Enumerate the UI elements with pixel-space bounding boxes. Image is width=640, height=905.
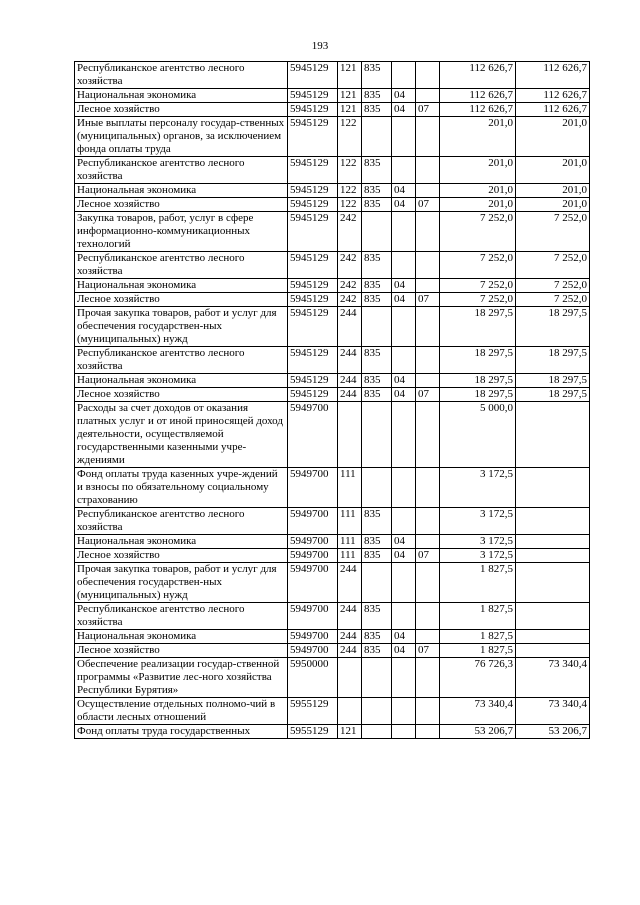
row-vr: 111 — [338, 549, 362, 563]
row-csr: 5945129 — [288, 62, 338, 89]
row-name: Иные выплаты персоналу государ-ственных (муниципальных) органов, за исключением фонда оплаты труда — [75, 117, 288, 157]
table-row — [75, 658, 590, 698]
row-vr: 122 — [338, 198, 362, 212]
row-rz: 04 — [392, 388, 416, 402]
row-name: Фонд оплаты труда казенных учре-ждений и взносы по обязательному социальному страхованию — [75, 468, 288, 508]
table-row — [75, 644, 590, 658]
row-rz: 04 — [392, 630, 416, 644]
row-name: Лесное хозяйство — [75, 388, 288, 402]
table-row — [75, 388, 590, 402]
row-rz — [392, 725, 416, 739]
row-sum-1: 18 297,5 — [440, 347, 516, 374]
row-vr: 244 — [338, 630, 362, 644]
row-pr — [416, 603, 440, 630]
row-sum-2: 18 297,5 — [516, 388, 590, 402]
row-name: Национальная экономика — [75, 374, 288, 388]
table-row — [75, 157, 590, 184]
row-csr: 5945129 — [288, 252, 338, 279]
row-name: Лесное хозяйство — [75, 103, 288, 117]
row-rz: 04 — [392, 644, 416, 658]
row-grbs — [362, 468, 392, 508]
row-grbs: 835 — [362, 630, 392, 644]
row-csr: 5945129 — [288, 117, 338, 157]
row-name: Лесное хозяйство — [75, 198, 288, 212]
row-csr: 5950000 — [288, 658, 338, 698]
row-csr: 5949700 — [288, 549, 338, 563]
row-pr: 07 — [416, 388, 440, 402]
row-csr: 5945129 — [288, 89, 338, 103]
row-grbs — [362, 658, 392, 698]
row-sum-2 — [516, 549, 590, 563]
row-sum-1: 1 827,5 — [440, 563, 516, 603]
row-rz — [392, 307, 416, 347]
row-name: Национальная экономика — [75, 630, 288, 644]
row-sum-2 — [516, 508, 590, 535]
table-row — [75, 549, 590, 563]
row-grbs: 835 — [362, 508, 392, 535]
row-sum-2: 18 297,5 — [516, 347, 590, 374]
row-rz — [392, 658, 416, 698]
row-sum-1: 112 626,7 — [440, 62, 516, 89]
row-sum-2 — [516, 402, 590, 468]
row-grbs: 835 — [362, 198, 392, 212]
table-row — [75, 725, 590, 739]
row-grbs: 835 — [362, 549, 392, 563]
row-csr: 5949700 — [288, 603, 338, 630]
row-grbs: 835 — [362, 603, 392, 630]
row-pr — [416, 563, 440, 603]
row-pr — [416, 157, 440, 184]
row-grbs: 835 — [362, 157, 392, 184]
row-pr: 07 — [416, 549, 440, 563]
row-pr — [416, 117, 440, 157]
row-csr: 5949700 — [288, 508, 338, 535]
row-sum-2: 201,0 — [516, 117, 590, 157]
row-name: Национальная экономика — [75, 89, 288, 103]
row-sum-2 — [516, 603, 590, 630]
row-name: Прочая закупка товаров, работ и услуг для обеспечения государствен-ных (муниципальных) нужд — [75, 563, 288, 603]
row-rz — [392, 62, 416, 89]
row-rz — [392, 468, 416, 508]
row-sum-1: 18 297,5 — [440, 388, 516, 402]
row-sum-1: 112 626,7 — [440, 103, 516, 117]
row-csr: 5945129 — [288, 293, 338, 307]
row-name: Национальная экономика — [75, 184, 288, 198]
row-sum-1: 3 172,5 — [440, 535, 516, 549]
row-name: Обеспечение реализации государ-ственной программы «Развитие лес-ного хозяйства Республики Бурятия» — [75, 658, 288, 698]
row-name: Осуществление отдельных полномо-чий в области лесных отношений — [75, 698, 288, 725]
table-row — [75, 117, 590, 157]
row-sum-2: 112 626,7 — [516, 62, 590, 89]
row-pr — [416, 658, 440, 698]
row-pr — [416, 402, 440, 468]
row-sum-2: 18 297,5 — [516, 307, 590, 347]
row-grbs — [362, 698, 392, 725]
row-grbs: 835 — [362, 62, 392, 89]
row-sum-2: 7 252,0 — [516, 212, 590, 252]
row-name: Республиканское агентство лесного хозяйства — [75, 347, 288, 374]
row-csr: 5949700 — [288, 563, 338, 603]
row-sum-1: 1 827,5 — [440, 603, 516, 630]
row-sum-1: 76 726,3 — [440, 658, 516, 698]
table-row — [75, 212, 590, 252]
row-name: Республиканское агентство лесного хозяйства — [75, 62, 288, 89]
row-pr — [416, 698, 440, 725]
row-sum-2: 112 626,7 — [516, 89, 590, 103]
row-rz: 04 — [392, 549, 416, 563]
row-name: Национальная экономика — [75, 535, 288, 549]
row-sum-2: 18 297,5 — [516, 374, 590, 388]
row-rz — [392, 563, 416, 603]
table-row — [75, 603, 590, 630]
row-rz — [392, 157, 416, 184]
row-sum-2: 53 206,7 — [516, 725, 590, 739]
row-pr — [416, 307, 440, 347]
row-name: Республиканское агентство лесного хозяйства — [75, 603, 288, 630]
row-vr: 242 — [338, 293, 362, 307]
row-rz — [392, 117, 416, 157]
row-grbs — [362, 563, 392, 603]
row-sum-2: 112 626,7 — [516, 103, 590, 117]
row-name: Республиканское агентство лесного хозяйства — [75, 157, 288, 184]
row-pr — [416, 508, 440, 535]
table-row — [75, 630, 590, 644]
row-vr: 122 — [338, 117, 362, 157]
row-sum-1: 18 297,5 — [440, 374, 516, 388]
row-vr — [338, 658, 362, 698]
table-row — [75, 307, 590, 347]
row-sum-1: 3 172,5 — [440, 468, 516, 508]
row-csr: 5955129 — [288, 725, 338, 739]
row-rz — [392, 402, 416, 468]
row-grbs: 835 — [362, 374, 392, 388]
row-sum-1: 5 000,0 — [440, 402, 516, 468]
row-sum-2: 201,0 — [516, 157, 590, 184]
row-csr: 5949700 — [288, 535, 338, 549]
row-name: Фонд оплаты труда государственных — [75, 725, 288, 739]
row-grbs: 835 — [362, 103, 392, 117]
row-sum-2: 201,0 — [516, 198, 590, 212]
row-sum-1: 201,0 — [440, 184, 516, 198]
table-row — [75, 62, 590, 89]
row-sum-1: 73 340,4 — [440, 698, 516, 725]
row-sum-1: 7 252,0 — [440, 279, 516, 293]
row-rz: 04 — [392, 374, 416, 388]
row-vr: 244 — [338, 347, 362, 374]
row-csr: 5945129 — [288, 347, 338, 374]
row-grbs — [362, 212, 392, 252]
row-name: Расходы за счет доходов от оказания платных услуг и от иной приносящей доход деятельности, осуществляемой государственными казенными учре-ждениями — [75, 402, 288, 468]
table-row — [75, 563, 590, 603]
row-sum-2 — [516, 644, 590, 658]
row-sum-1: 201,0 — [440, 198, 516, 212]
table-row — [75, 279, 590, 293]
row-vr: 122 — [338, 184, 362, 198]
row-sum-1: 7 252,0 — [440, 293, 516, 307]
table-row — [75, 374, 590, 388]
row-sum-2: 201,0 — [516, 184, 590, 198]
row-sum-1: 112 626,7 — [440, 89, 516, 103]
row-vr: 121 — [338, 62, 362, 89]
row-pr — [416, 630, 440, 644]
row-pr — [416, 374, 440, 388]
row-grbs — [362, 307, 392, 347]
row-name: Республиканское агентство лесного хозяйства — [75, 252, 288, 279]
row-sum-2: 7 252,0 — [516, 252, 590, 279]
row-sum-1: 7 252,0 — [440, 212, 516, 252]
row-csr: 5955129 — [288, 698, 338, 725]
row-rz — [392, 508, 416, 535]
row-sum-1: 201,0 — [440, 117, 516, 157]
table-row — [75, 198, 590, 212]
row-csr: 5949700 — [288, 468, 338, 508]
row-sum-2: 7 252,0 — [516, 293, 590, 307]
row-rz: 04 — [392, 198, 416, 212]
row-vr: 111 — [338, 535, 362, 549]
table-row — [75, 252, 590, 279]
row-vr: 111 — [338, 508, 362, 535]
row-csr: 5945129 — [288, 374, 338, 388]
row-rz: 04 — [392, 279, 416, 293]
row-vr — [338, 698, 362, 725]
row-vr: 244 — [338, 388, 362, 402]
row-csr: 5945129 — [288, 184, 338, 198]
row-rz: 04 — [392, 103, 416, 117]
row-sum-1: 1 827,5 — [440, 644, 516, 658]
row-rz — [392, 698, 416, 725]
row-name: Лесное хозяйство — [75, 549, 288, 563]
row-name: Лесное хозяйство — [75, 644, 288, 658]
row-sum-1: 3 172,5 — [440, 549, 516, 563]
row-pr — [416, 62, 440, 89]
row-grbs: 835 — [362, 184, 392, 198]
table-row — [75, 347, 590, 374]
row-pr: 07 — [416, 198, 440, 212]
row-grbs: 835 — [362, 252, 392, 279]
table-row — [75, 535, 590, 549]
row-sum-1: 7 252,0 — [440, 252, 516, 279]
row-grbs: 835 — [362, 644, 392, 658]
row-csr: 5949700 — [288, 644, 338, 658]
row-pr — [416, 725, 440, 739]
row-csr: 5945129 — [288, 157, 338, 184]
row-vr: 244 — [338, 563, 362, 603]
row-rz — [392, 252, 416, 279]
row-rz: 04 — [392, 184, 416, 198]
row-vr: 244 — [338, 307, 362, 347]
row-vr: 244 — [338, 603, 362, 630]
row-sum-1: 201,0 — [440, 157, 516, 184]
row-name: Республиканское агентство лесного хозяйства — [75, 508, 288, 535]
table-row — [75, 89, 590, 103]
row-vr: 242 — [338, 279, 362, 293]
row-pr — [416, 468, 440, 508]
row-rz: 04 — [392, 535, 416, 549]
row-grbs: 835 — [362, 347, 392, 374]
row-csr: 5945129 — [288, 279, 338, 293]
row-sum-2: 7 252,0 — [516, 279, 590, 293]
row-rz: 04 — [392, 89, 416, 103]
row-name: Закупка товаров, работ, услуг в сфере информационно-коммуникационных технологий — [75, 212, 288, 252]
row-grbs: 835 — [362, 388, 392, 402]
row-csr: 5949700 — [288, 630, 338, 644]
row-pr — [416, 89, 440, 103]
row-rz — [392, 347, 416, 374]
table-row — [75, 293, 590, 307]
row-pr — [416, 212, 440, 252]
row-sum-1: 53 206,7 — [440, 725, 516, 739]
row-csr: 5945129 — [288, 198, 338, 212]
row-name: Прочая закупка товаров, работ и услуг для обеспечения государствен-ных (муниципальных) нужд — [75, 307, 288, 347]
row-name: Лесное хозяйство — [75, 293, 288, 307]
row-grbs: 835 — [362, 535, 392, 549]
row-pr — [416, 347, 440, 374]
row-sum-1: 3 172,5 — [440, 508, 516, 535]
row-rz: 04 — [392, 293, 416, 307]
row-csr: 5945129 — [288, 212, 338, 252]
row-grbs: 835 — [362, 293, 392, 307]
row-rz — [392, 212, 416, 252]
row-grbs — [362, 117, 392, 157]
row-vr: 111 — [338, 468, 362, 508]
row-pr — [416, 252, 440, 279]
row-grbs: 835 — [362, 89, 392, 103]
row-vr: 121 — [338, 725, 362, 739]
row-csr: 5945129 — [288, 388, 338, 402]
row-csr: 5949700 — [288, 402, 338, 468]
row-pr — [416, 535, 440, 549]
row-sum-2 — [516, 535, 590, 549]
row-grbs: 835 — [362, 279, 392, 293]
row-sum-2: 73 340,4 — [516, 698, 590, 725]
row-vr: 244 — [338, 644, 362, 658]
row-pr: 07 — [416, 293, 440, 307]
row-pr — [416, 279, 440, 293]
row-sum-1: 1 827,5 — [440, 630, 516, 644]
table-row — [75, 468, 590, 508]
row-pr — [416, 184, 440, 198]
table-row — [75, 103, 590, 117]
row-sum-2 — [516, 468, 590, 508]
row-vr: 121 — [338, 89, 362, 103]
row-grbs — [362, 725, 392, 739]
row-rz — [392, 603, 416, 630]
row-grbs — [362, 402, 392, 468]
page-number: 193 — [311, 40, 329, 52]
table-row — [75, 184, 590, 198]
row-vr: 122 — [338, 157, 362, 184]
budget-table — [74, 61, 590, 739]
row-sum-2 — [516, 630, 590, 644]
row-vr: 244 — [338, 374, 362, 388]
table-row — [75, 402, 590, 468]
row-sum-2 — [516, 563, 590, 603]
row-pr: 07 — [416, 644, 440, 658]
row-vr: 242 — [338, 252, 362, 279]
row-csr: 5945129 — [288, 103, 338, 117]
row-vr — [338, 402, 362, 468]
row-pr: 07 — [416, 103, 440, 117]
row-vr: 242 — [338, 212, 362, 252]
row-vr: 121 — [338, 103, 362, 117]
row-csr: 5945129 — [288, 307, 338, 347]
table-row — [75, 698, 590, 725]
table-row — [75, 508, 590, 535]
row-sum-1: 18 297,5 — [440, 307, 516, 347]
row-name: Национальная экономика — [75, 279, 288, 293]
row-sum-2: 73 340,4 — [516, 658, 590, 698]
